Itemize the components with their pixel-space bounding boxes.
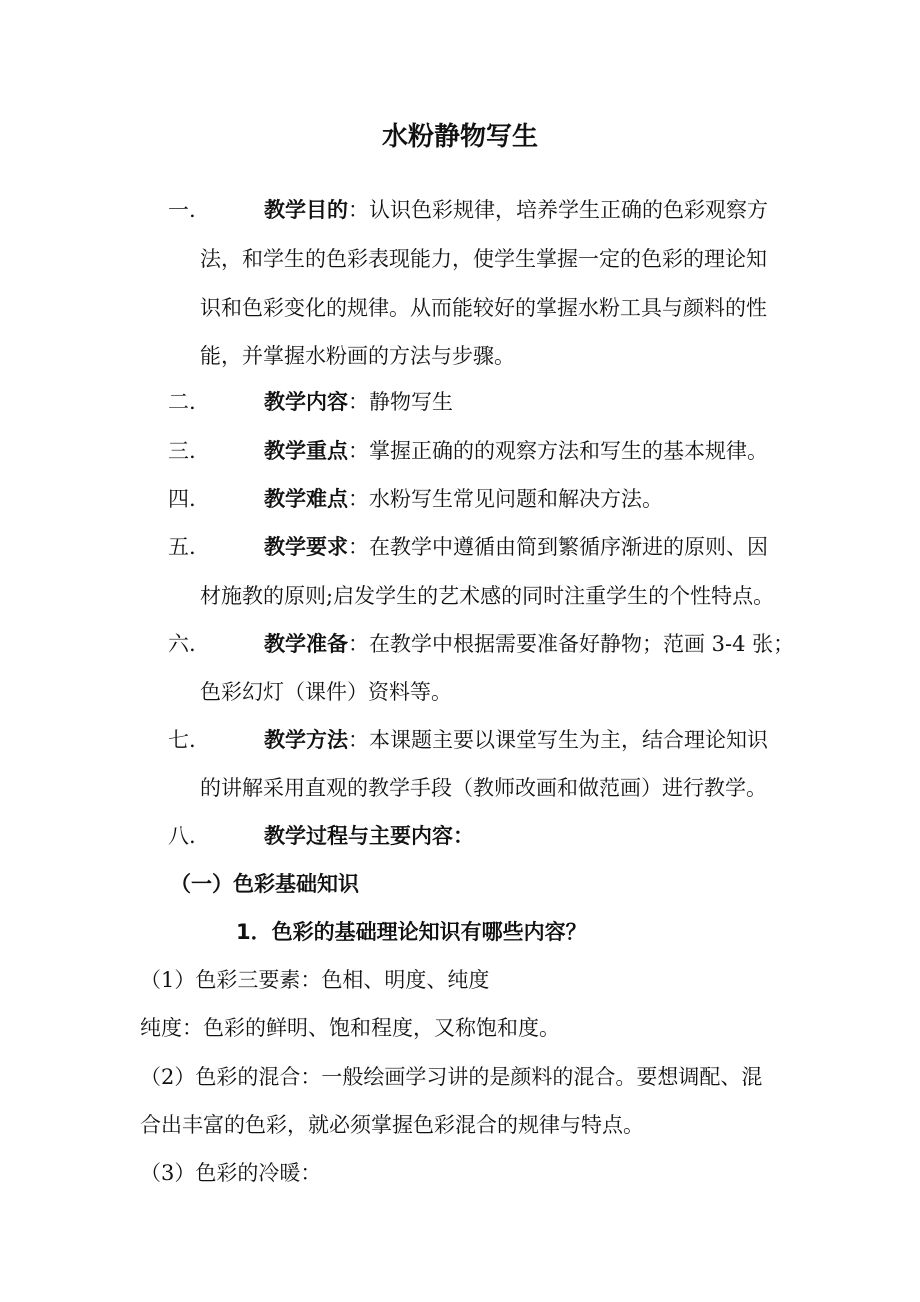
section-first-line: 教学准备：在教学中根据需要准备好静物；范画 3-4 张； [264, 632, 795, 656]
section-text: 在教学中根据需要准备好静物；范画 3-4 张； [369, 632, 795, 656]
section-line: 识和色彩变化的规律。从而能较好的掌握水粉工具与颜料的性 [200, 296, 767, 320]
section-text: 认识色彩规律，培养学生正确的色彩观察方 [369, 198, 768, 222]
section-first-line: 教学难点：水粉写生常见问题和解决方法。 [264, 487, 663, 511]
paragraph: （1）色彩三要素：色相、明度、纯度 [140, 968, 490, 992]
section-number: 一. [168, 198, 196, 222]
section-first-line: 教学要求：在教学中遵循由简到繁循序渐进的原则、因 [264, 535, 768, 559]
section-first-line: 教学过程与主要内容： [264, 824, 474, 848]
section-text: 在教学中遵循由简到繁循序渐进的原则、因 [369, 535, 768, 559]
section-first-line: 教学重点：掌握正确的的观察方法和写生的基本规律。 [264, 439, 768, 463]
section-number: 二. [168, 390, 196, 414]
section-number: 三. [168, 439, 196, 463]
section-number: 七. [168, 728, 196, 752]
section-text: 本课题主要以课堂写生为主，结合理论知识 [369, 728, 768, 752]
section-line: 法，和学生的色彩表现能力，使学生掌握一定的色彩的理论知 [200, 247, 767, 271]
section-first-line: 教学内容：静物写生 [264, 390, 453, 414]
section-number: 五. [168, 535, 196, 559]
section-first-line: 教学目的：认识色彩规律，培养学生正确的色彩观察方 [264, 198, 768, 222]
paragraph: （3）色彩的冷暖： [140, 1161, 322, 1185]
section-label: 教学方法 [264, 728, 348, 752]
section-line: 能，并掌握水粉画的方法与步骤。 [200, 344, 515, 368]
section-number: 八. [168, 824, 196, 848]
section-text: 静物写生 [369, 390, 453, 414]
section-first-line: 教学方法：本课题主要以课堂写生为主，结合理论知识 [264, 728, 768, 752]
section-label: 教学要求 [264, 535, 348, 559]
subheading: （一）色彩基础知识 [170, 872, 359, 896]
section-text: 水粉写生常见问题和解决方法。 [369, 487, 663, 511]
document-title: 水粉静物写生 [381, 122, 538, 152]
section-number: 四. [168, 487, 196, 511]
section-label: 教学难点 [264, 487, 348, 511]
section-number: 六. [168, 632, 196, 656]
section-line: 的讲解采用直观的教学手段（教师改画和做范画）进行教学。 [200, 776, 767, 800]
section-label: 教学内容 [264, 390, 348, 414]
section-label: 教学过程与主要内容 [264, 824, 453, 848]
section-line: 色彩幻灯（课件）资料等。 [200, 680, 452, 704]
paragraph: 纯度：色彩的鲜明、饱和程度，又称饱和度。 [140, 1016, 560, 1040]
section-label: 教学重点 [264, 439, 348, 463]
question-heading: 1．色彩的基础理论知识有哪些内容？ [236, 920, 587, 944]
paragraph: 合出丰富的色彩，就必须掌握色彩混合的规律与特点。 [140, 1113, 644, 1137]
section-label: 教学准备 [264, 632, 348, 656]
section-line: 材施教的原则;启发学生的艺术感的同时注重学生的个性特点。 [200, 584, 775, 608]
section-label: 教学目的 [264, 198, 348, 222]
paragraph: （2）色彩的混合：一般绘画学习讲的是颜料的混合。要想调配、混 [140, 1065, 763, 1089]
section-text: 掌握正确的的观察方法和写生的基本规律。 [369, 439, 768, 463]
